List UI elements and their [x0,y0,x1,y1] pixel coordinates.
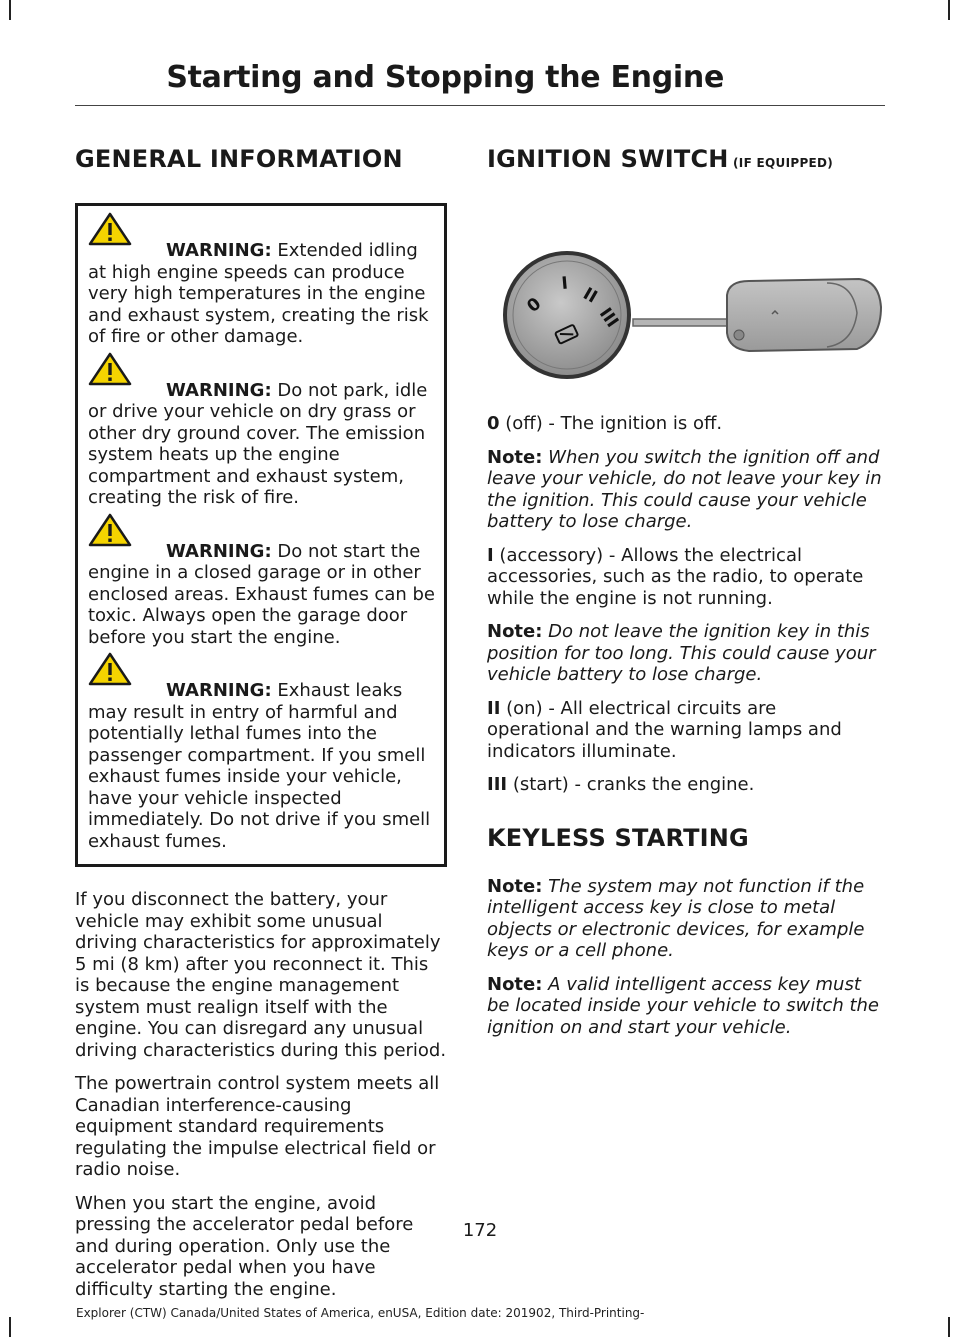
crop-mark [9,0,11,20]
warning-label: WARNING: [166,540,272,562]
position-label: I [487,544,494,566]
position-label: 0 [487,413,500,434]
note-label: Note: [487,875,543,897]
position-label: III [487,774,508,795]
note-text: Do not leave the ignition key in this position for too long. This could cause your vehicle battery to lose charge. [487,621,876,685]
warning-label: WARNING: [166,680,272,701]
position-description: (start) - cranks the engine. [507,774,755,795]
warning-item [88,527,436,649]
warning-box [75,203,447,867]
dial-label-iii: III [594,304,623,332]
warning-triangle-icon [116,666,160,700]
warning-text: Do not park, idle or drive your vehicle on dry grass or other dry ground cover. The emission system heats up the engine compartment and exhaust system, creating the risk of fire. [88,379,428,508]
position-description: (off) - The ignition is off. [499,413,723,434]
note-label: Note: [487,621,543,642]
key-blade [633,319,727,326]
crop-mark [948,1317,950,1337]
warning-triangle-icon [116,527,160,561]
page-title: Starting and Stopping the Engine [166,60,724,95]
position-0-text [487,413,883,435]
warning-label: WARNING: [166,240,272,261]
note-text: A valid intelligent access key must be located inside your vehicle to switch the ignition on and start your vehicle. [487,973,879,1038]
right-column [487,145,883,1050]
note-text: The system may not function if the intelligent access key is close to metal objects or electronic devices, for example keys or a cell phone. [487,875,865,961]
dial-label-ii: II [579,284,601,308]
heading-text: IGNITION SWITCH [487,145,729,173]
note-label: Note: [487,973,543,995]
page-number: 172 [462,1220,498,1241]
footer-edition-info: Explorer (CTW) Canada/United States of America, enUSA, Edition date: 201902, Third-Printing- [76,1306,645,1320]
key-fob [727,279,881,351]
note-label: Note: [487,446,543,468]
warning-text: Exhaust leaks may result in entry of harmful and potentially lethal fumes into the passenger compartment. If you smell exhaust fumes inside your vehicle, have your vehicle inspected immediately. Do not drive if you smell exhaust fumes. [88,680,431,852]
note-paragraph [487,621,883,686]
dial-label-i: I [560,273,569,294]
section-heading-general-information: GENERAL INFORMATION [75,145,403,173]
fob-button [734,330,744,340]
left-column [75,145,447,1312]
position-label: II [487,697,501,719]
position-i-text [487,545,883,610]
ignition-switch-and-key-image [487,173,883,413]
title-divider [75,105,885,106]
warning-text: Extended idling at high engine speeds can produce very high temperatures in the engine and exhaust system, creating the risk of fire or other damage. [88,240,429,347]
warning-item [88,366,436,509]
warning-triangle-icon [116,226,160,260]
warning-text: Do not start the engine in a closed garage or in other enclosed areas. Exhaust fumes can be toxic. Always open the garage door before you start the engine. [88,540,435,648]
dial-label-0: 0 [523,293,546,317]
section-heading-keyless-starting: KEYLESS STARTING [487,823,749,852]
warning-triangle-icon [116,366,160,400]
note-paragraph [487,974,883,1039]
position-ii-text [487,698,883,763]
position-description: (accessory) - Allows the electrical accessories, such as the radio, to operate while the engine is not running. [487,544,864,609]
body-paragraph: If you disconnect the battery, your vehicle may exhibit some unusual driving characteristics for approximately 5 mi (8 km) after you reconnect it. This is because the engine management system must realign itself with the engine. You can disregard any unusual driving characteristics during this period. [75,889,447,1061]
note-paragraph [487,447,883,533]
crop-mark [9,1317,11,1337]
position-description: (on) - All electrical circuits are operational and the warning lamps and indicators illuminate. [487,697,842,762]
heading-qualifier: (IF EQUIPPED) [728,156,834,170]
ignition-key-illustration [487,173,883,413]
crop-mark [948,0,950,20]
warning-label: WARNING: [166,379,272,401]
body-paragraph: When you start the engine, avoid pressing the accelerator pedal before and during operation. Only use the accelerator pedal when you have difficulty starting the engine. [75,1192,414,1300]
position-iii-text [487,774,883,796]
note-text: When you switch the ignition off and leave your vehicle, do not leave your key in the ignition. This could cause your vehicle battery to lose charge. [487,446,882,532]
section-heading-ignition-switch [487,145,883,173]
warning-item [88,226,436,348]
note-paragraph [487,876,883,962]
warning-item [88,666,436,852]
body-paragraph: The powertrain control system meets all Canadian interference-causing equipment standard requirements regulating the impulse electrical field or radio noise. [75,1073,440,1180]
